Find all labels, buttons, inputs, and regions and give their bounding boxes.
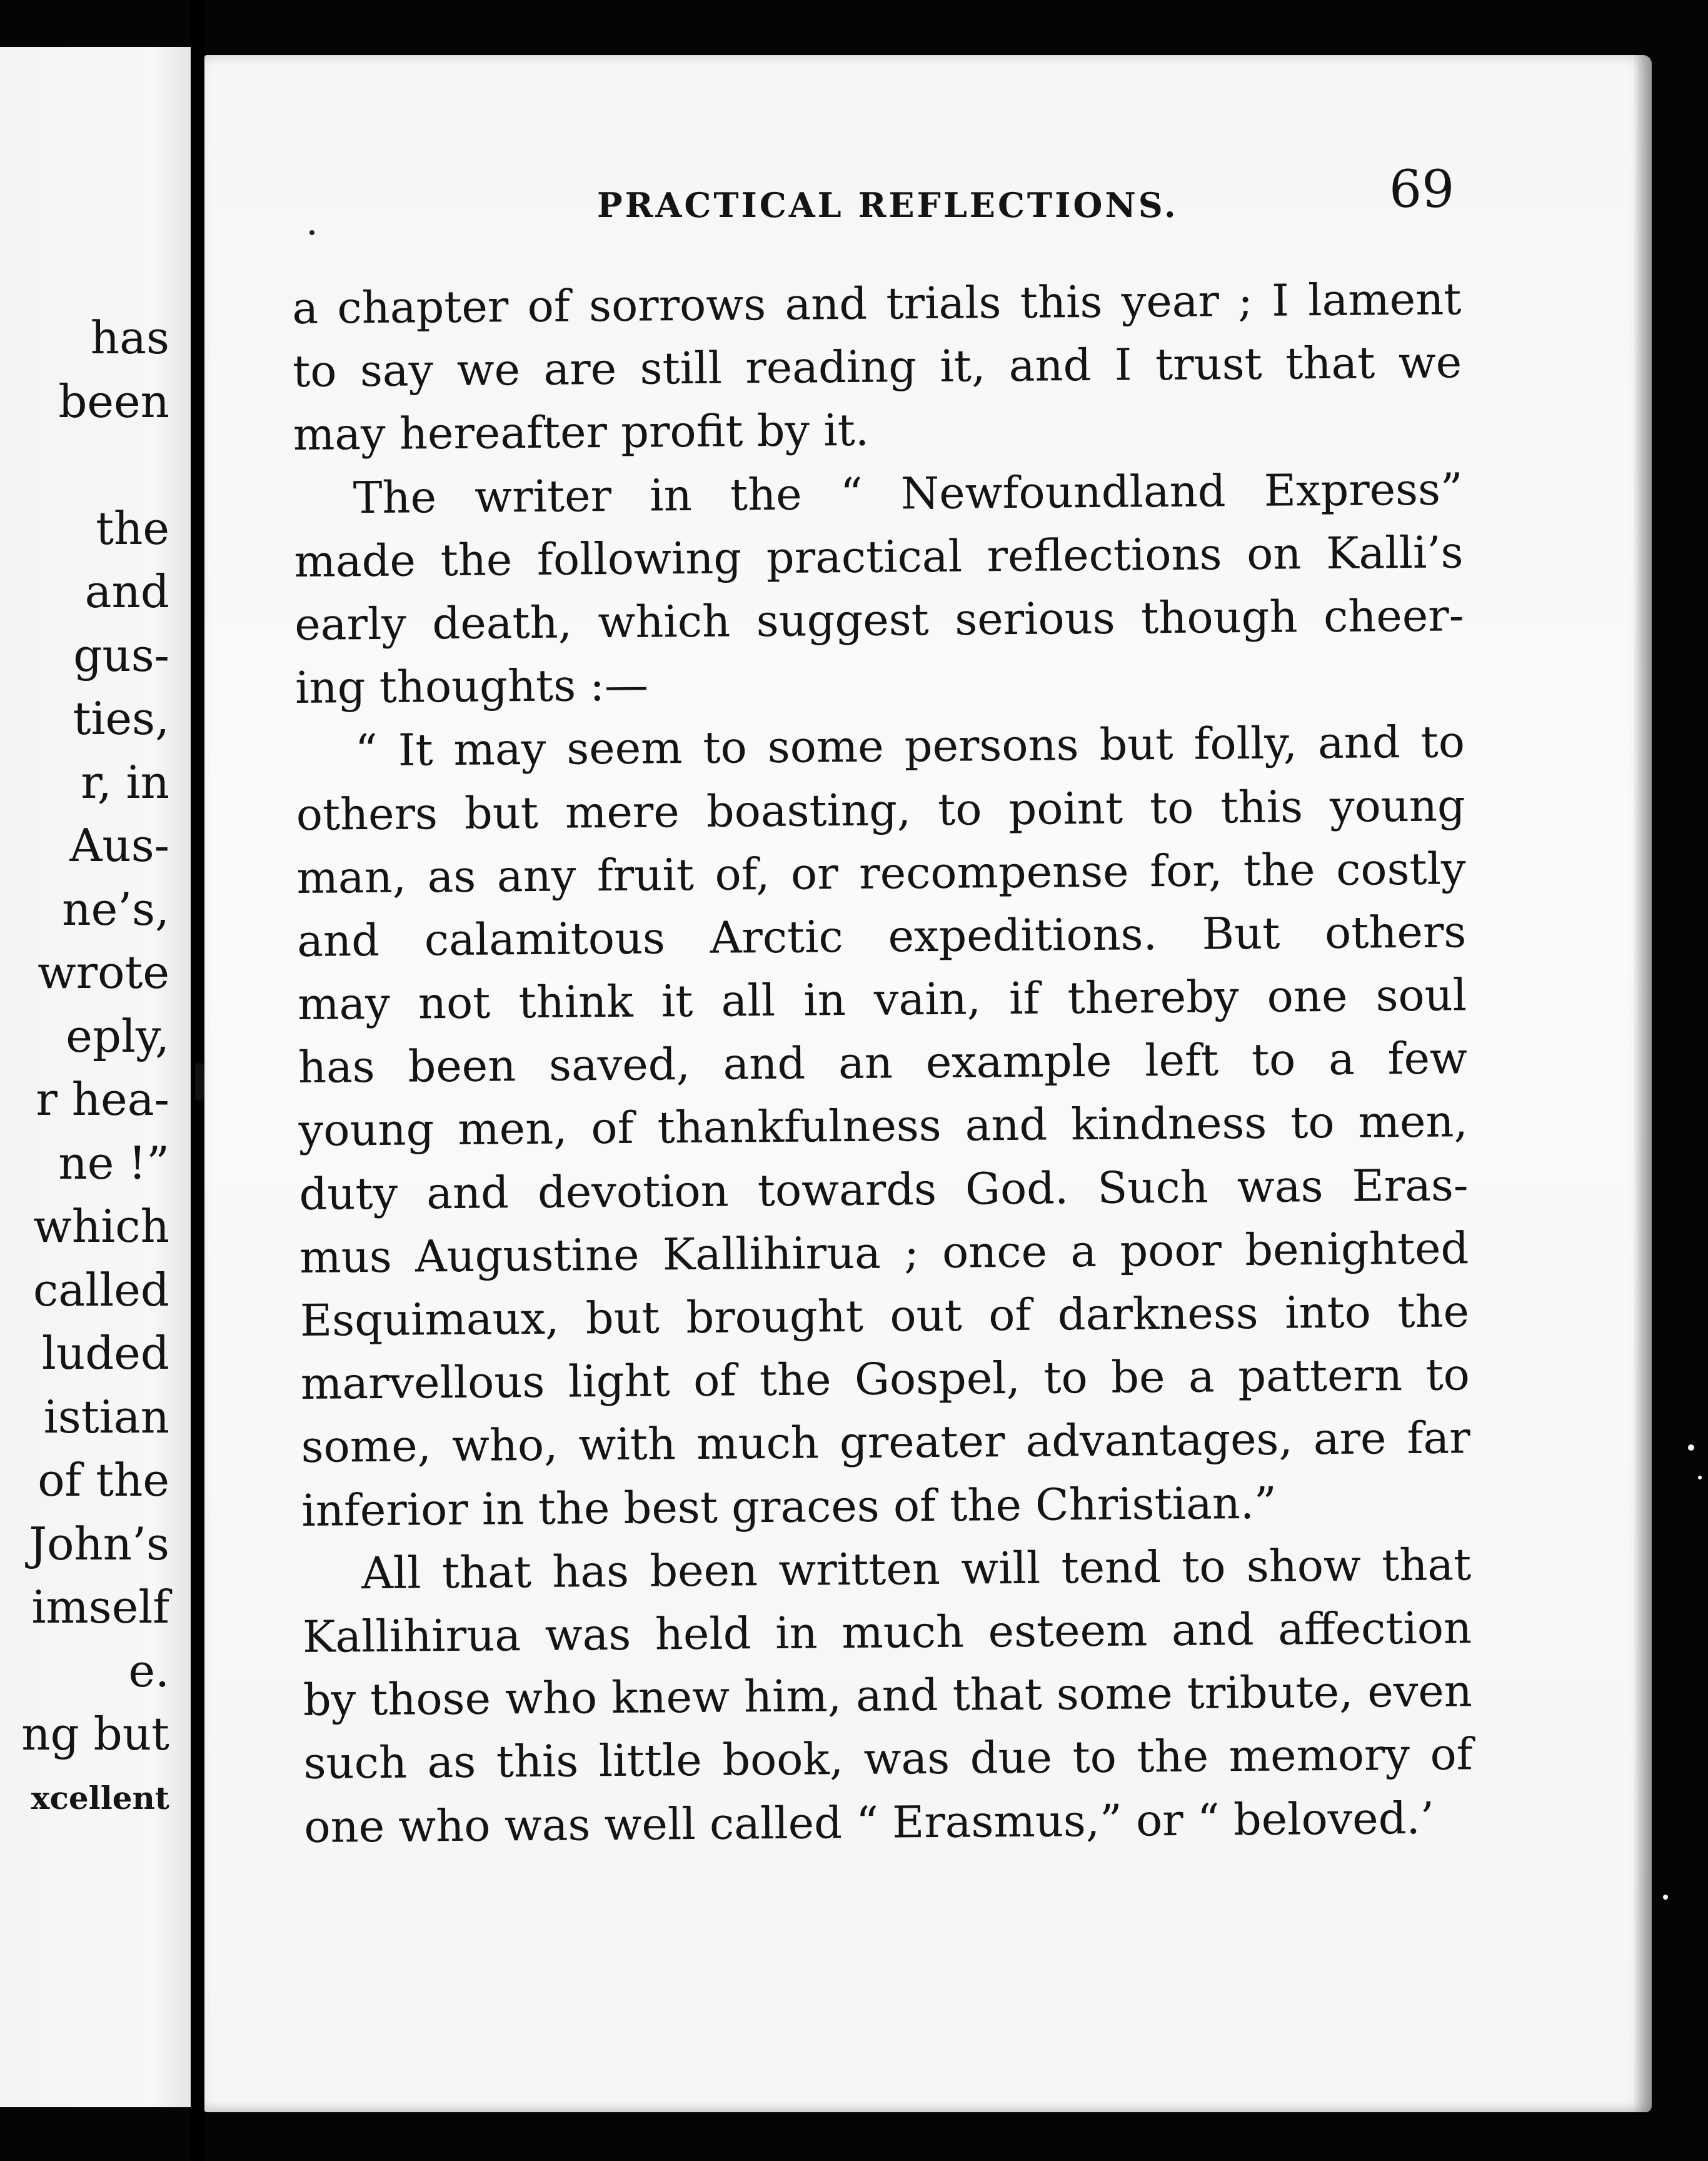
left-page-line: ne !”: [58, 1136, 169, 1189]
text-line: Esquimaux, but brought out of darkness into the: [299, 1286, 1470, 1346]
left-page-line: and: [84, 565, 169, 618]
left-page-line: r hea-: [36, 1073, 169, 1126]
text-line: “ It may seem to some persons but folly, and to: [354, 716, 1465, 777]
text-line: and calamitous Arctic expeditions. But others: [297, 906, 1467, 967]
text-line: by those who knew him, and that some tribute, even: [303, 1665, 1473, 1726]
text-line: The writer in the “ Newfoundland Express”: [353, 463, 1464, 523]
text-line: All that has been written will tend to show that: [361, 1539, 1472, 1599]
text-line: some, who, with much greater advantages, are far: [301, 1412, 1470, 1473]
scan-speck: [1698, 1476, 1702, 1479]
left-page-line: r, in: [81, 755, 169, 808]
text-line: man, as any fruit of, or recompense for, the costly: [296, 842, 1466, 904]
page-edge-shadow: [1633, 55, 1652, 2112]
left-page-line: ne’s,: [62, 882, 169, 935]
left-page-line: eply,: [66, 1009, 169, 1062]
left-page-line: gus-: [73, 628, 169, 682]
text-line: inferior in the best graces of the Christian.”: [301, 1477, 1277, 1536]
text-line: mus Augustine Kallihirua ; once a poor benighted: [299, 1222, 1469, 1283]
text-line: ing thoughts :—: [294, 659, 649, 714]
left-page-line: Aus-: [69, 819, 169, 872]
ink-speck: [309, 230, 314, 235]
left-page-line: [0, 433, 169, 497]
paragraph: [302, 1533, 1474, 1859]
text-line: such as this little book, was due to the memory of: [303, 1728, 1473, 1790]
left-page-line: ties,: [73, 692, 169, 745]
left-page-line: istian: [43, 1390, 169, 1443]
paragraph: [292, 268, 1462, 466]
body-text: [292, 268, 1474, 1858]
left-page-line: has: [90, 311, 169, 364]
text-line: may hereafter profit by it.: [293, 405, 870, 461]
text-line: others but mere boasting, to point to this young: [296, 779, 1466, 840]
left-page-line: imself: [31, 1581, 169, 1633]
left-page-line: which: [33, 1200, 169, 1252]
left-page-text: [0, 306, 169, 1830]
left-page-line: e.: [128, 1644, 169, 1697]
left-page-line: luded: [41, 1327, 169, 1379]
text-line: to say we are still reading it, and I trust that we: [292, 336, 1462, 398]
paragraph: [296, 711, 1471, 1543]
scan-speck: [1663, 1895, 1668, 1900]
text-line: Kallihirua was held in much esteem and affection: [302, 1602, 1472, 1663]
left-page-line: of the: [38, 1454, 169, 1506]
text-line: has been saved, and an example left to a few: [298, 1032, 1468, 1094]
right-page: [204, 55, 1652, 2112]
running-head: PRACTICAL REFLECTIONS.: [597, 185, 1178, 225]
left-page-line: been: [58, 375, 169, 428]
text-line: marvellous light of the Gospel, to be a pattern to: [300, 1349, 1470, 1410]
left-page-fragment: [0, 47, 191, 2107]
page-number: 69: [1389, 160, 1455, 219]
text-line: young men, of thankfulness and kindness to men,: [298, 1096, 1468, 1157]
left-page-line: called: [33, 1263, 169, 1316]
left-page-line: wrote: [38, 946, 169, 999]
left-page-line: the: [96, 501, 169, 555]
text-line: a chapter of sorrows and trials this year ; I lament: [292, 273, 1462, 334]
text-line: may not think it all in vain, if thereby one soul: [297, 969, 1467, 1030]
gutter-mark: [195, 1063, 204, 1101]
left-page-line: xcellent: [31, 1779, 169, 1816]
left-page-line: ng but: [21, 1708, 169, 1760]
left-page-line: John’s: [29, 1517, 169, 1570]
scan-speck: [1688, 1444, 1694, 1451]
text-line: one who was well called “ Erasmus,” or “ beloved.’: [304, 1792, 1435, 1853]
text-line: early death, which suggest serious though cheer-: [294, 590, 1464, 650]
text-line: duty and devotion towards God. Such was Eras-: [299, 1159, 1469, 1220]
text-line: made the following practical reflections on Kalli’s: [294, 526, 1464, 587]
paragraph: [293, 458, 1464, 720]
